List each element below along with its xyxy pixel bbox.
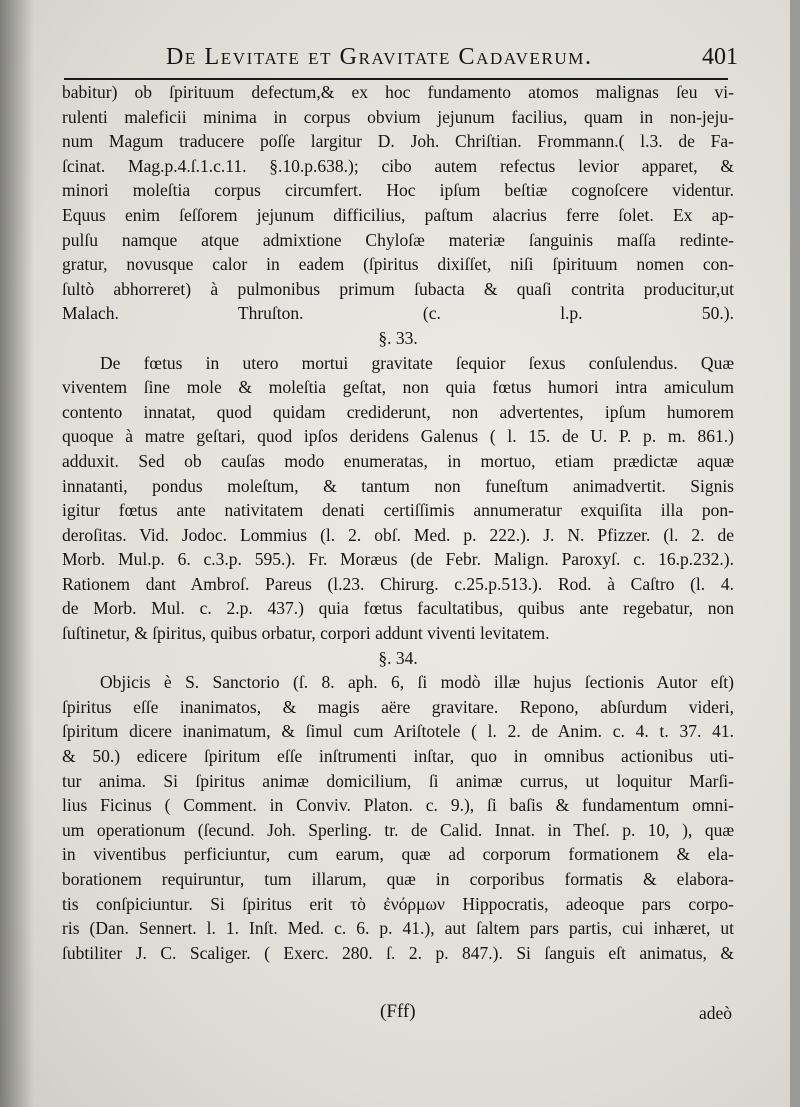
text-line: tis conſpiciuntur. Si ſpiritus erit τὸ ἐνόρμων Hippocratis, adeoque pars corpo-: [62, 893, 734, 914]
text-line: borationem requiruntur, tum illarum, quæ in corporibus formatis & elabora-: [62, 869, 734, 889]
text-line: ſubtiliter J. C. Scaliger. ( Exerc. 280. ſ. 2. p. 847.). Si ſanguis eſt animatus, &: [62, 942, 734, 963]
page-header: [158, 42, 738, 78]
text-line: pulſu namque atque admixtione Chyloſæ materiæ ſanguinis maſſa redinte-: [62, 229, 734, 250]
text-body: [62, 80, 734, 965]
text-line: in viventibus perficiuntur, cum earum, quæ ad corporum formationem & ela-: [62, 844, 734, 865]
text-line: adduxit. Sed ob cauſas modo enumeratas, in mortuo, etiam prædictæ aquæ: [62, 450, 734, 471]
text-line: Rationem dant Ambroſ. Pareus (l.23. Chirurg. c.25.p.513.). Rod. à Caſtro (l. 4.: [62, 573, 734, 594]
section-heading: §. 34.: [378, 647, 418, 668]
text-line: Morb. Mul.p. 6. c.3.p. 595.). Fr. Moræus (de Febr. Malign. Paroxyſ. c. 16.p.232.).: [62, 549, 734, 570]
text-line: viventem ſine mole & moleſtia geſtat, non quia fœtus humori intra amiculum: [62, 377, 734, 398]
text-line: lius Ficinus ( Comment. in Conviv. Platon. c. 9.), ſi baſis & fundamentum omni-: [62, 795, 734, 816]
paragraph-last-line: ſuſtinetur, & ſpiritus, quibus orbatur, corpori addunt viventi levitatem.: [62, 623, 550, 644]
text-line: ſpiritus eſſe inanimatos, & magis aëre gravitare. Repono, abſurdum videri,: [62, 696, 734, 717]
text-line: gratur, novusque calor in eadem (ſpiritus dixiſſet, niſi ſpirituum nomen con-: [62, 254, 734, 275]
paragraph-first-line: De fœtus in utero mortui gravitate ſequior ſexus conſulendus. Quæ: [100, 352, 734, 373]
text-line: ſultò abhorreret) à pulmonibus primum ſubacta & quaſi contrita producitur,ut: [62, 278, 734, 299]
text-line: & 50.) edicere ſpiritum eſſe inſtrumenti inſtar, quo in omnibus actionibus uti-: [62, 746, 734, 767]
text-line: babitur) ob ſpirituum defectum,& ex hoc fundamento atomos malignas ſeu vi-: [62, 82, 734, 102]
text-line: Malach. Thruſton. (c. l.p. 50.).: [62, 303, 734, 324]
running-title: De Levitate et Gravitate Cadaverum.: [166, 44, 593, 70]
text-line: de Morb. Mul. c. 2.p. 437.) quia fœtus facultatibus, quibus ante regebatur, non: [62, 598, 734, 619]
text-line: innatanti, pondus moleſtum, & tantum non funeſtum animadvertit. Signis: [62, 475, 734, 496]
page-footer: [62, 1001, 734, 1027]
text-line: igitur fœtus ante nativitatem denati certiſſimis annumeratur exquiſita illa pon-: [62, 500, 734, 521]
text-line: contento innatat, quod quidam crediderunt, non advertentes, ipſum humorem: [62, 401, 734, 422]
section-heading: §. 33.: [378, 327, 418, 348]
text-line: um operationum (ſecund. Joh. Sperling. tr. de Calid. Innat. in Theſ. p. 10, ), quæ: [62, 819, 734, 840]
text-line: ſcinat. Mag.p.4.ſ.1.c.11. §.10.p.638.); cibo autem refectus levior apparet, &: [62, 155, 734, 176]
text-line: deroſitas. Vid. Jodoc. Lommius (l. 2. obſ. Med. p. 222.). J. N. Pfizzer. (l. 2. de: [62, 524, 734, 545]
text-line: rulenti maleficii minima in corpus obvium jejunum facilius, quam in non-jeju-: [62, 106, 734, 127]
text-line: Equus enim ſeſſorem jejunum difficilius, paſtum alacrius ferre ſolet. Ex ap-: [62, 204, 734, 225]
text-line: quoque à matre geſtari, quod ipſos deridens Galenus ( l. 15. de U. P. p. m. 861.): [62, 426, 734, 447]
text-line: minori moleſtia corpus circumfert. Hoc ipſum beſtiæ cognoſcere videntur.: [62, 180, 734, 201]
page-number: 401: [702, 44, 738, 70]
signature-mark: (Fff): [380, 1001, 416, 1022]
page-gutter-shadow: [0, 0, 34, 1107]
catchword: adeò: [698, 1003, 732, 1023]
text-line: num Magum traducere poſſe largitur D. Joh. Chriſtian. Frommann.( l.3. de Fa-: [62, 131, 734, 152]
text-line: ſpiritum dicere inanimatum, & ſimul cum Ariſtotele ( l. 2. de Anim. c. 4. t. 37. 41.: [62, 721, 734, 742]
text-line: ris (Dan. Sennert. l. 1. Inſt. Med. c. 6. p. 41.), aut ſaltem pars partis, cui inhæret, ut: [62, 918, 734, 939]
text-line: tur anima. Si ſpiritus animæ domicilium, ſi animæ currus, ut loquitur Marſi-: [62, 770, 734, 791]
paragraph-first-line: Objicis è S. Sanctorio (ſ. 8. aph. 6, ſi modò illæ hujus ſectionis Autor eſt): [100, 672, 734, 693]
